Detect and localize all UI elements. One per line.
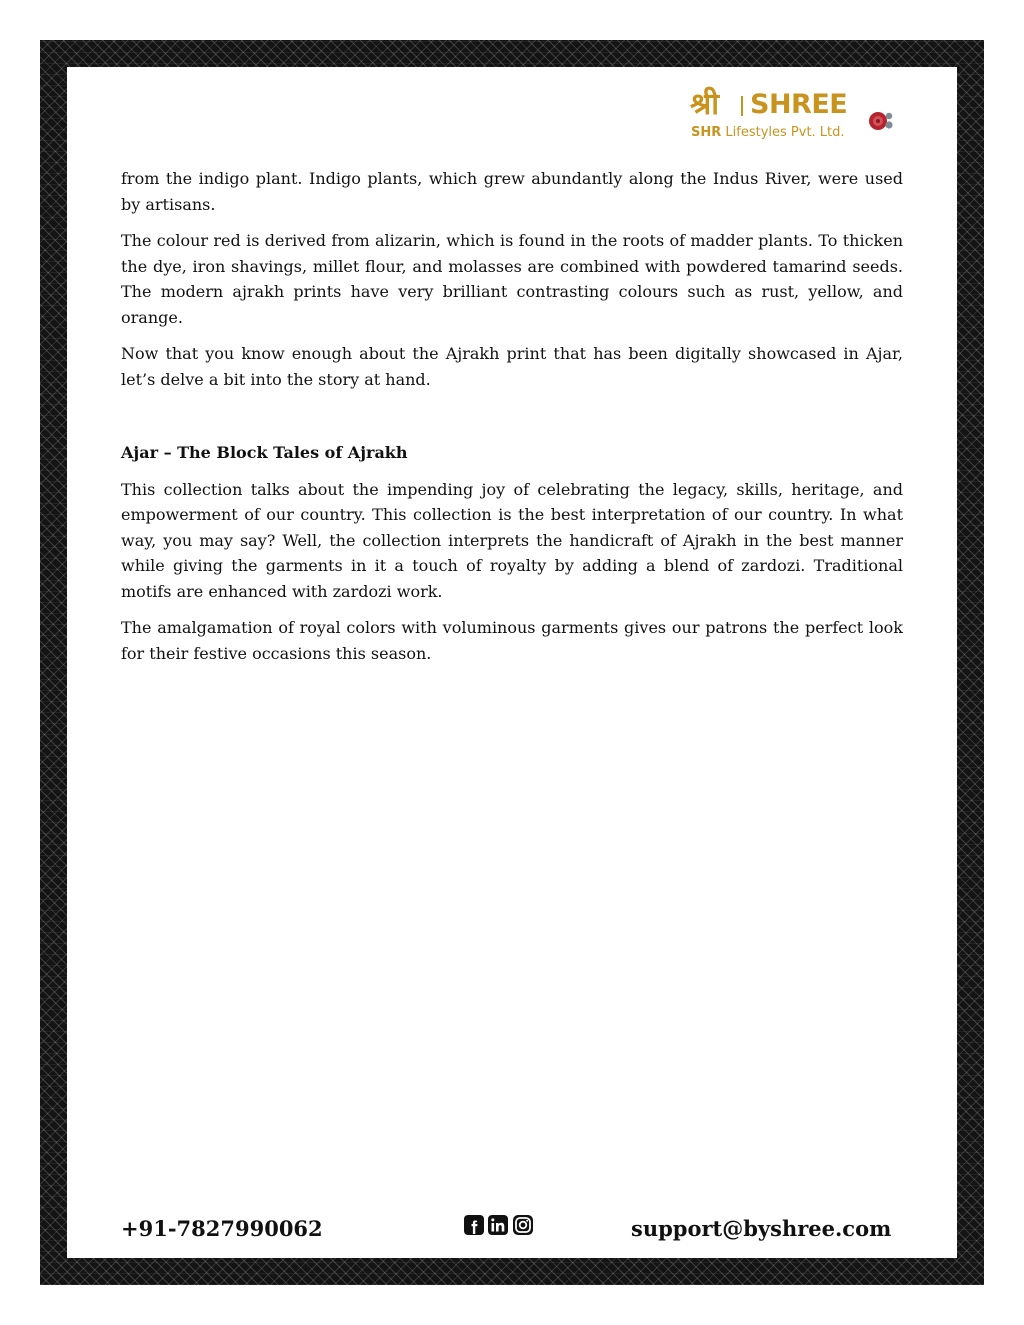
logo-subtitle — [691, 125, 845, 141]
facebook-icon[interactable] — [464, 1215, 484, 1235]
footer-email[interactable]: support@byshree.com — [631, 1216, 892, 1241]
paragraph-transition: Now that you know enough about the Ajrakh print that has been digitally showcased in Ajar, let’s delve a bit into the story at hand. — [121, 344, 903, 389]
logo-divider — [741, 96, 743, 116]
paragraph-indigo: from the indigo plant. Indigo plants, which grew abundantly along the Indus River, were used by artisans. — [121, 169, 903, 214]
logo-name: SHREE — [750, 89, 848, 120]
footer-phone[interactable]: +91-7827990062 — [121, 1216, 323, 1241]
paragraph-red-colour: The colour red is derived from alizarin, which is found in the roots of madder plants. To thicken the dye, iron shavings, millet flour, and molasses are combined with powdered tamarind seeds. The modern ajrakh prints have very brilliant contrasting colours such as rust, yellow, and orange. — [121, 231, 903, 327]
article-content — [121, 166, 903, 677]
logo-subtitle-rest: Lifestyles Pvt. Ltd. — [721, 125, 845, 140]
logo-hindi-text: श्री — [690, 87, 720, 122]
social-icons — [463, 1213, 535, 1237]
company-logo — [690, 88, 910, 148]
flower-icon — [868, 108, 894, 134]
section-heading: Ajar – The Block Tales of Ajrakh — [121, 443, 408, 462]
instagram-icon[interactable] — [513, 1215, 533, 1235]
paragraph-collection: This collection talks about the impending joy of celebrating the legacy, skills, heritage, and empowerment of our country. This collection is the best interpretation of our country. In what way, you may say? Well, the collection interprets the handicraft of Ajrakh in the best manner while giving the garments in it a touch of royalty by adding a blend of zardozi. Traditional motifs are enhanced with zardozi work. — [121, 479, 903, 601]
logo-subtitle-bold: SHR — [691, 125, 722, 140]
linkedin-icon[interactable] — [488, 1215, 508, 1235]
paragraph-amalgamation: The amalgamation of royal colors with voluminous garments gives our patrons the perfect look for their festive occasions this season. — [121, 618, 903, 663]
